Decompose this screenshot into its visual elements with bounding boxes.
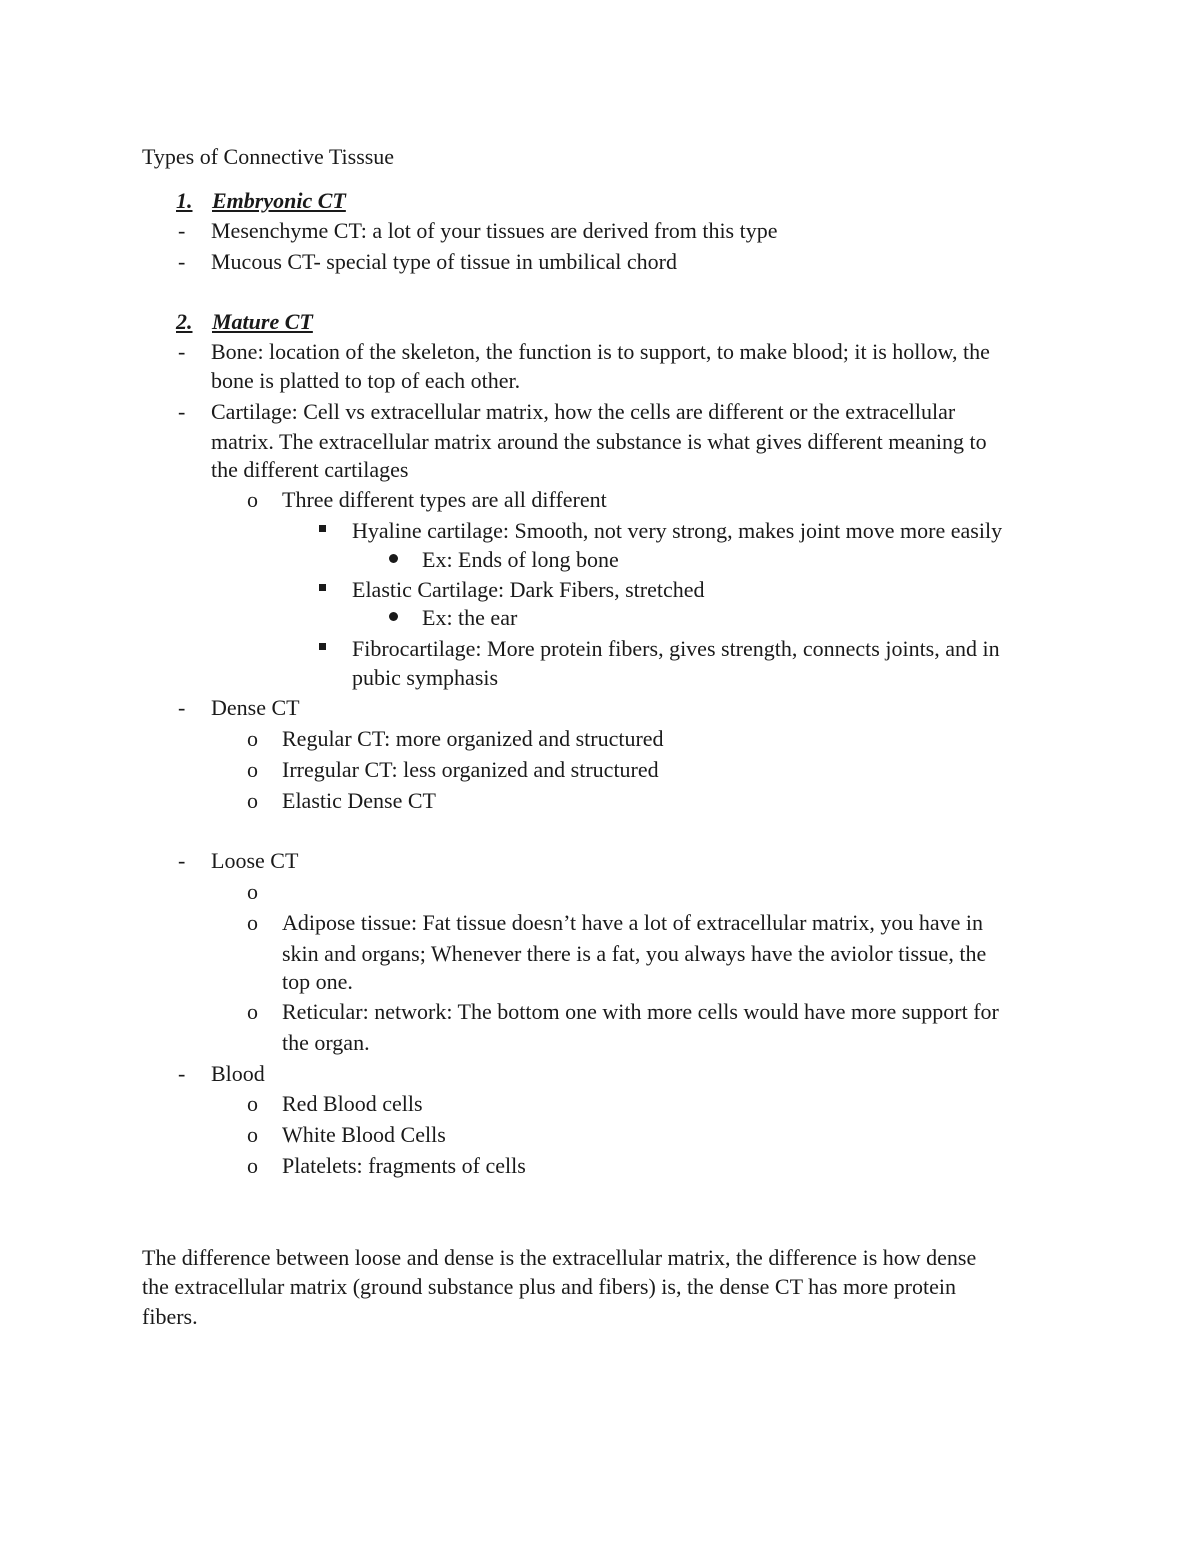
dash-bullet: - (178, 399, 186, 424)
elastic-cartilage-item: Elastic Cartilage: Dark Fibers, stretched (352, 577, 705, 602)
round-bullet-icon (389, 554, 398, 563)
mucous-item: Mucous CT- special type of tissue in umbilical chord (211, 249, 677, 274)
cartilage-item-line-3: the different cartilages (211, 457, 409, 482)
bone-item-line-2: bone is platted to top of each other. (211, 368, 521, 393)
summary-line-1: The difference between loose and dense is the extracellular matrix, the difference is how dense (142, 1245, 977, 1270)
irregular-ct-item: Irregular CT: less organized and structured (282, 757, 659, 782)
square-bullet-icon (319, 643, 326, 650)
section-2-heading: Mature CT (212, 309, 313, 334)
hyaline-item: Hyaline cartilage: Smooth, not very strong, makes joint move more easily (352, 518, 1003, 543)
cartilage-types-item: Three different types are all different (282, 487, 607, 512)
cartilage-item-line-2: matrix. The extracellular matrix around the substance is what gives different meaning to (211, 429, 987, 454)
circle-bullet: o (247, 910, 258, 935)
mesenchyme-item: Mesenchyme CT: a lot of your tissues are derived from this type (211, 218, 778, 243)
circle-bullet: o (247, 1091, 258, 1116)
circle-bullet: o (247, 788, 258, 813)
round-bullet-icon (389, 612, 398, 621)
platelets-item: Platelets: fragments of cells (282, 1153, 526, 1178)
elastic-dense-ct-item: Elastic Dense CT (282, 788, 436, 813)
square-bullet-icon (319, 525, 326, 532)
cartilage-item-line-1: Cartilage: Cell vs extracellular matrix, how the cells are different or the extracellular (211, 399, 956, 424)
bone-item-line-1: Bone: location of the skeleton, the function is to support, to make blood; it is hollow, the (211, 339, 990, 364)
fibrocartilage-line-2: pubic symphasis (352, 665, 499, 690)
hyaline-example: Ex: Ends of long bone (422, 547, 619, 572)
adipose-line-2: skin and organs; Whenever there is a fat, you always have the aviolor tissue, the (282, 941, 987, 966)
section-2-number: 2. (176, 309, 193, 334)
regular-ct-item: Regular CT: more organized and structured (282, 726, 664, 751)
fibrocartilage-line-1: Fibrocartilage: More protein fibers, gives strength, connects joints, and in (352, 636, 1000, 661)
adipose-line-1: Adipose tissue: Fat tissue doesn’t have a lot of extracellular matrix, you have in (282, 910, 983, 935)
section-1-number: 1. (176, 188, 193, 213)
circle-bullet: o (247, 487, 258, 512)
summary-line-3: fibers. (142, 1304, 198, 1329)
circle-bullet: o (247, 757, 258, 782)
circle-bullet: o (247, 1122, 258, 1147)
reticular-line-1: Reticular: network: The bottom one with more cells would have more support for (282, 999, 999, 1024)
dash-bullet: - (178, 249, 186, 274)
circle-bullet: o (247, 1153, 258, 1178)
loose-ct-item: Loose CT (211, 848, 299, 873)
adipose-line-3: top one. (282, 969, 353, 994)
dense-ct-item: Dense CT (211, 695, 300, 720)
summary-line-2: the extracellular matrix (ground substance plus and fibers) is, the dense CT has more protein (142, 1274, 956, 1299)
circle-bullet: o (247, 999, 258, 1024)
red-blood-cells-item: Red Blood cells (282, 1091, 423, 1116)
dash-bullet: - (178, 218, 186, 243)
circle-bullet: o (247, 879, 258, 904)
document-title: Types of Connective Tisssue (142, 144, 395, 169)
square-bullet-icon (319, 584, 326, 591)
circle-bullet: o (247, 726, 258, 751)
elastic-example: Ex: the ear (422, 605, 518, 630)
white-blood-cells-item: White Blood Cells (282, 1122, 446, 1147)
blood-item: Blood (211, 1061, 265, 1086)
dash-bullet: - (178, 1061, 186, 1086)
dash-bullet: - (178, 339, 186, 364)
dash-bullet: - (178, 695, 186, 720)
reticular-line-2: the organ. (282, 1030, 370, 1055)
section-1-heading: Embryonic CT (212, 188, 346, 213)
dash-bullet: - (178, 848, 186, 873)
